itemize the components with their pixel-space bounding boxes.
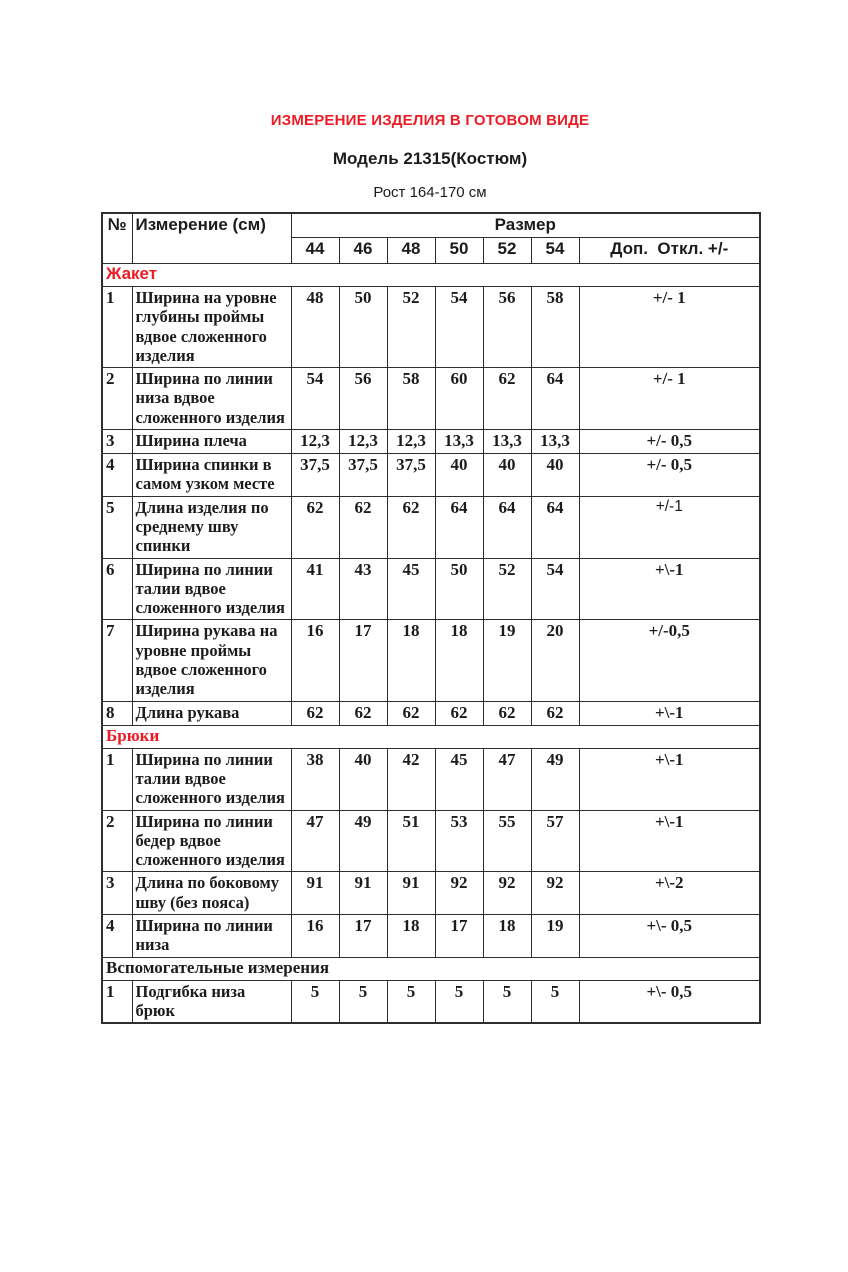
size-value-cell: 92 — [435, 872, 483, 915]
measurement-name-cell: Ширина по линии низа вдвое сложенного изделия — [132, 368, 291, 430]
size-value-cell: 91 — [339, 872, 387, 915]
size-value-cell: 12,3 — [291, 430, 339, 454]
size-value-cell: 40 — [435, 454, 483, 497]
size-value-cell: 20 — [531, 620, 579, 701]
col-header-deviation: Доп. Откл. +/- — [579, 238, 760, 264]
deviation-cell: +/- 0,5 — [579, 430, 760, 454]
section-title: Жакет — [102, 264, 760, 287]
deviation-cell: +\- 0,5 — [579, 915, 760, 958]
size-value-cell: 37,5 — [387, 454, 435, 497]
col-header-size-50: 50 — [435, 238, 483, 264]
col-header-size-44: 44 — [291, 238, 339, 264]
size-value-cell: 16 — [291, 915, 339, 958]
table-row — [102, 620, 760, 701]
size-value-cell: 13,3 — [531, 430, 579, 454]
table-row — [102, 454, 760, 497]
size-value-cell: 62 — [291, 701, 339, 725]
size-value-cell: 54 — [531, 558, 579, 620]
size-value-cell: 91 — [291, 872, 339, 915]
col-header-size-52: 52 — [483, 238, 531, 264]
measurement-name-cell: Длина изделия по среднему шву спинки — [132, 496, 291, 558]
row-number-cell: 2 — [102, 368, 132, 430]
table-row — [102, 430, 760, 454]
row-number-cell: 6 — [102, 558, 132, 620]
size-value-cell: 62 — [387, 701, 435, 725]
table-header — [102, 213, 760, 264]
measurement-name-cell: Ширина по линии низа — [132, 915, 291, 958]
col-header-size-46: 46 — [339, 238, 387, 264]
table-body — [102, 264, 760, 1024]
size-value-cell: 17 — [435, 915, 483, 958]
measurement-table — [101, 212, 761, 1024]
size-value-cell: 62 — [387, 496, 435, 558]
size-value-cell: 62 — [483, 368, 531, 430]
size-value-cell: 5 — [339, 980, 387, 1023]
size-value-cell: 18 — [483, 915, 531, 958]
deviation-cell: +/- 1 — [579, 287, 760, 368]
deviation-cell: +\-1 — [579, 701, 760, 725]
size-value-cell: 16 — [291, 620, 339, 701]
col-header-measurement: Измерение (см) — [132, 213, 291, 264]
size-value-cell: 56 — [483, 287, 531, 368]
size-value-cell: 18 — [387, 915, 435, 958]
section-title: Вспомогательные измерения — [102, 957, 760, 980]
size-value-cell: 58 — [387, 368, 435, 430]
size-value-cell: 64 — [435, 496, 483, 558]
size-value-cell: 40 — [339, 748, 387, 810]
deviation-cell: +\-2 — [579, 872, 760, 915]
size-value-cell: 19 — [531, 915, 579, 958]
table-row — [102, 810, 760, 872]
table-row — [102, 558, 760, 620]
size-value-cell: 5 — [291, 980, 339, 1023]
row-number-cell: 4 — [102, 915, 132, 958]
size-value-cell: 12,3 — [339, 430, 387, 454]
height-range: Рост 164-170 см — [373, 184, 487, 201]
size-value-cell: 64 — [483, 496, 531, 558]
size-value-cell: 47 — [291, 810, 339, 872]
size-value-cell: 5 — [483, 980, 531, 1023]
size-value-cell: 40 — [531, 454, 579, 497]
size-value-cell: 45 — [387, 558, 435, 620]
model-subtitle: Модель 21315(Костюм) — [332, 149, 528, 168]
size-value-cell: 37,5 — [339, 454, 387, 497]
size-value-cell: 56 — [339, 368, 387, 430]
size-value-cell: 57 — [531, 810, 579, 872]
deviation-cell: +/-1 — [579, 496, 760, 558]
row-number-cell: 2 — [102, 810, 132, 872]
size-value-cell: 58 — [531, 287, 579, 368]
size-value-cell: 60 — [435, 368, 483, 430]
table-row — [102, 748, 760, 810]
table-row — [102, 368, 760, 430]
size-value-cell: 62 — [291, 496, 339, 558]
size-value-cell: 62 — [531, 701, 579, 725]
size-value-cell: 42 — [387, 748, 435, 810]
size-value-cell: 52 — [387, 287, 435, 368]
size-value-cell: 49 — [531, 748, 579, 810]
size-value-cell: 64 — [531, 368, 579, 430]
size-value-cell: 5 — [435, 980, 483, 1023]
size-value-cell: 49 — [339, 810, 387, 872]
row-number-cell: 3 — [102, 872, 132, 915]
measurement-name-cell: Ширина по линии талии вдвое сложенного изделия — [132, 748, 291, 810]
measurement-name-cell: Ширина на уровне глубины проймы вдвое сложенного изделия — [132, 287, 291, 368]
row-number-cell: 1 — [102, 980, 132, 1023]
size-value-cell: 64 — [531, 496, 579, 558]
section-row — [102, 957, 760, 980]
size-value-cell: 12,3 — [387, 430, 435, 454]
size-value-cell: 50 — [339, 287, 387, 368]
size-value-cell: 50 — [435, 558, 483, 620]
measurement-name-cell: Ширина плеча — [132, 430, 291, 454]
size-value-cell: 17 — [339, 915, 387, 958]
size-value-cell: 38 — [291, 748, 339, 810]
size-value-cell: 41 — [291, 558, 339, 620]
size-value-cell: 62 — [435, 701, 483, 725]
size-value-cell: 54 — [291, 368, 339, 430]
measurement-name-cell: Подгибка низа брюк — [132, 980, 291, 1023]
row-number-cell: 4 — [102, 454, 132, 497]
deviation-cell: +\- 0,5 — [579, 980, 760, 1023]
row-number-cell: 3 — [102, 430, 132, 454]
size-value-cell: 37,5 — [291, 454, 339, 497]
size-value-cell: 53 — [435, 810, 483, 872]
table-row — [102, 701, 760, 725]
section-title: Брюки — [102, 725, 760, 748]
size-value-cell: 91 — [387, 872, 435, 915]
size-value-cell: 17 — [339, 620, 387, 701]
row-number-cell: 1 — [102, 748, 132, 810]
table-row — [102, 287, 760, 368]
size-value-cell: 52 — [483, 558, 531, 620]
section-row — [102, 725, 760, 748]
col-header-size-48: 48 — [387, 238, 435, 264]
measurement-name-cell: Длина рукава — [132, 701, 291, 725]
size-value-cell: 13,3 — [483, 430, 531, 454]
measurement-name-cell: Ширина по линии бедер вдвое сложенного изделия — [132, 810, 291, 872]
deviation-cell: +\-1 — [579, 748, 760, 810]
measurement-name-cell: Ширина рукава на уровне проймы вдвое сложенного изделия — [132, 620, 291, 701]
size-value-cell: 62 — [339, 701, 387, 725]
table-row — [102, 496, 760, 558]
row-number-cell: 8 — [102, 701, 132, 725]
col-header-num: № — [102, 213, 132, 264]
table-row — [102, 872, 760, 915]
header-row-top — [102, 213, 760, 238]
deviation-cell: +/- 1 — [579, 368, 760, 430]
size-value-cell: 62 — [339, 496, 387, 558]
measurement-name-cell: Ширина по линии талии вдвое сложенного изделия — [132, 558, 291, 620]
size-value-cell: 13,3 — [435, 430, 483, 454]
size-value-cell: 45 — [435, 748, 483, 810]
row-number-cell: 7 — [102, 620, 132, 701]
size-value-cell: 47 — [483, 748, 531, 810]
row-number-cell: 1 — [102, 287, 132, 368]
size-value-cell: 92 — [483, 872, 531, 915]
size-value-cell: 54 — [435, 287, 483, 368]
col-header-size-group: Размер — [291, 213, 760, 238]
size-value-cell: 62 — [483, 701, 531, 725]
size-value-cell: 18 — [387, 620, 435, 701]
row-number-cell: 5 — [102, 496, 132, 558]
deviation-cell: +/- 0,5 — [579, 454, 760, 497]
size-value-cell: 40 — [483, 454, 531, 497]
table-row — [102, 915, 760, 958]
page-title: ИЗМЕРЕНИЕ ИЗДЕЛИЯ В ГОТОВОМ ВИДЕ — [270, 112, 590, 129]
deviation-cell: +/-0,5 — [579, 620, 760, 701]
col-header-size-54: 54 — [531, 238, 579, 264]
measurement-name-cell: Ширина спинки в самом узком месте — [132, 454, 291, 497]
document-header — [100, 0, 760, 201]
section-row — [102, 264, 760, 287]
deviation-cell: +\-1 — [579, 810, 760, 872]
measurement-name-cell: Длина по боковому шву (без пояса) — [132, 872, 291, 915]
size-value-cell: 51 — [387, 810, 435, 872]
size-value-cell: 5 — [387, 980, 435, 1023]
size-value-cell: 92 — [531, 872, 579, 915]
size-value-cell: 55 — [483, 810, 531, 872]
size-value-cell: 18 — [435, 620, 483, 701]
size-value-cell: 5 — [531, 980, 579, 1023]
table-row — [102, 980, 760, 1023]
size-value-cell: 43 — [339, 558, 387, 620]
deviation-cell: +\-1 — [579, 558, 760, 620]
size-value-cell: 19 — [483, 620, 531, 701]
size-value-cell: 48 — [291, 287, 339, 368]
